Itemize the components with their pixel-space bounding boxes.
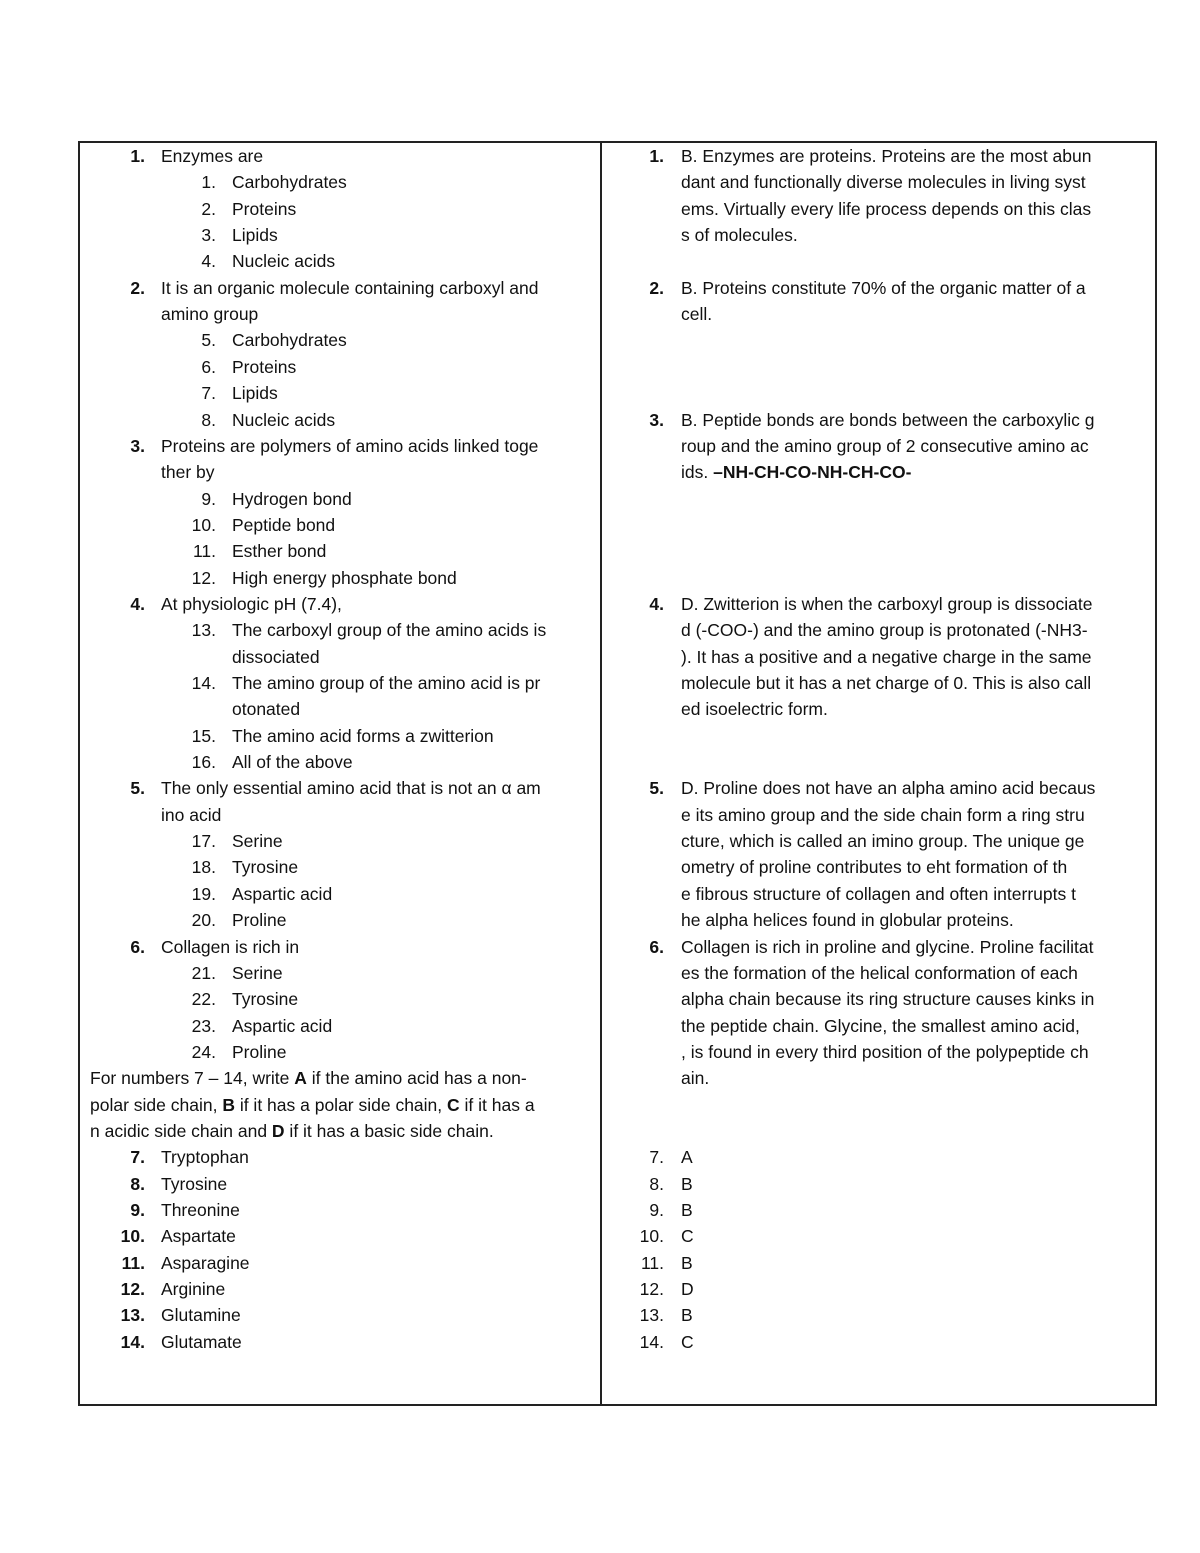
answer-number: 3.	[649, 409, 664, 430]
option-text: Proteins	[232, 356, 297, 377]
option-text: The amino group of the amino acid is pr	[232, 673, 541, 693]
instruction-line	[90, 1118, 494, 1144]
question-text: amino group	[161, 304, 259, 325]
option-number: 23.	[191, 1015, 216, 1036]
option-number: 8.	[201, 409, 216, 430]
option-number: 6.	[201, 356, 216, 377]
key-answer: C	[681, 1226, 694, 1247]
answer-text: molecule but it has a net charge of 0. This is also call	[681, 673, 1092, 693]
option-number: 11.	[192, 541, 216, 562]
option-number: 2.	[201, 198, 216, 219]
option-text: Serine	[232, 831, 283, 852]
option-number: 10.	[191, 514, 216, 535]
option-number: 19.	[191, 883, 216, 904]
answer-text: alpha chain because its ring structure causes kinks in	[681, 989, 1095, 1010]
item-number: 12.	[120, 1279, 145, 1300]
item-text: Glutamine	[161, 1305, 241, 1326]
item-number: 9.	[130, 1200, 145, 1220]
option-text: Esther bond	[232, 541, 327, 562]
instruction-text: polar side chain,	[90, 1094, 223, 1115]
option-text: Lipids	[232, 383, 278, 404]
option-number: 17.	[191, 831, 216, 852]
answer-text: D. Zwitterion is when the carboxyl group is dissociate	[681, 593, 1093, 614]
option-number: 20.	[191, 910, 216, 931]
option-text: Serine	[232, 962, 283, 983]
option-text: Aspartic acid	[232, 1015, 333, 1036]
key-answer: B	[681, 1305, 693, 1326]
key-number: 8.	[649, 1173, 664, 1194]
question-number: 4.	[130, 593, 145, 614]
option-text: High energy phosphate bond	[232, 567, 457, 588]
answer-text: B. Enzymes are proteins. Proteins are the most abun	[681, 146, 1092, 166]
option-number: 9.	[201, 488, 216, 509]
answer-number: 5.	[649, 778, 664, 799]
instruction-letter: A	[294, 1068, 307, 1089]
item-text: Tryptophan	[161, 1147, 249, 1168]
option-number: 13.	[191, 620, 216, 641]
instruction-line	[90, 1092, 535, 1118]
key-answer: B	[681, 1200, 693, 1220]
question-text: Proteins are polymers of amino acids linked toge	[161, 435, 539, 456]
question-text: ino acid	[161, 804, 222, 825]
answer-text: ometry of proline contributes to eht formation of th	[681, 857, 1068, 878]
option-text: Carbohydrates	[232, 330, 347, 351]
key-number: 7.	[649, 1147, 664, 1168]
item-text: Glutamate	[161, 1331, 242, 1352]
answer-text: ain.	[681, 1068, 710, 1089]
option-text: Hydrogen bond	[232, 488, 352, 509]
instruction-letter: C	[447, 1094, 460, 1115]
answer-text: ). It has a positive and a negative charge in the same	[681, 646, 1092, 667]
answer-number: 4.	[649, 593, 664, 614]
option-number: 14.	[191, 673, 216, 693]
item-text: Threonine	[161, 1200, 240, 1220]
option-number: 21.	[191, 962, 216, 983]
item-number: 8.	[130, 1173, 145, 1194]
option-text: Aspartic acid	[232, 883, 333, 904]
key-answer: C	[681, 1331, 694, 1352]
item-number: 13.	[120, 1305, 145, 1326]
option-number: 24.	[191, 1041, 216, 1062]
answer-text: ids.	[681, 462, 714, 483]
peptide-formula: –NH-CH-CO-NH-CH-CO-	[713, 462, 912, 483]
question-number: 5.	[130, 778, 145, 799]
key-number: 12.	[639, 1279, 664, 1300]
question-text: Collagen is rich in	[161, 936, 300, 957]
option-text: Lipids	[232, 225, 278, 246]
key-answer: A	[681, 1147, 693, 1168]
answer-text: d (-COO-) and the amino group is protonated (-NH3-	[681, 620, 1088, 641]
answer-text: cture, which is called an imino group. The unique ge	[681, 831, 1085, 852]
instruction-letter: D	[271, 1120, 285, 1141]
answer-text: roup and the amino group of 2 consecutive amino ac	[681, 435, 1089, 456]
option-number: 1.	[201, 172, 216, 193]
question-text: It is an organic molecule containing carboxyl and	[161, 277, 539, 298]
answer-text: ems. Virtually every life process depends on this clas	[681, 198, 1092, 219]
answer-text: e fibrous structure of collagen and often interrupts t	[681, 883, 1076, 904]
answer-text: D. Proline does not have an alpha amino acid becaus	[681, 778, 1096, 799]
answer-number: 2.	[649, 277, 664, 298]
question-text: At physiologic pH (7.4),	[161, 593, 342, 614]
question-number: 1.	[130, 146, 145, 166]
answer-text: dant and functionally diverse molecules in living syst	[681, 172, 1086, 193]
option-text: The carboxyl group of the amino acids is	[232, 620, 547, 641]
instruction-text: For numbers 7 – 14, write	[90, 1068, 295, 1089]
item-text: Aspartate	[161, 1226, 236, 1247]
option-text: The amino acid forms a zwitterion	[232, 725, 494, 746]
option-number: 5.	[201, 330, 216, 351]
key-answer: B	[681, 1173, 693, 1194]
item-text: Tyrosine	[161, 1173, 228, 1194]
key-answer: D	[681, 1279, 694, 1300]
option-text: otonated	[232, 699, 301, 720]
item-number: 10.	[120, 1226, 145, 1247]
key-number: 10.	[639, 1226, 664, 1247]
item-text: Arginine	[161, 1279, 226, 1300]
answer-text: Collagen is rich in proline and glycine. Proline facilitat	[681, 936, 1094, 957]
option-number: 12.	[191, 567, 216, 588]
option-text: Proteins	[232, 198, 297, 219]
option-text: Proline	[232, 1041, 287, 1062]
option-number: 18.	[191, 857, 216, 878]
instruction-text: n acidic side chain and	[90, 1120, 272, 1141]
key-number: 9.	[649, 1200, 664, 1220]
option-text: Nucleic acids	[232, 251, 336, 272]
option-text: Nucleic acids	[232, 409, 336, 430]
question-number: 6.	[130, 936, 145, 957]
question-number: 3.	[130, 435, 145, 456]
question-number: 2.	[130, 277, 145, 298]
option-number: 15.	[191, 725, 216, 746]
instruction-letter: B	[222, 1094, 235, 1115]
item-text: Asparagine	[161, 1252, 250, 1273]
key-number: 14.	[639, 1331, 664, 1352]
answer-text: cell.	[681, 304, 713, 325]
answer-text: ed isoelectric form.	[681, 699, 828, 720]
answer-text: B. Proteins constitute 70% of the organic matter of a	[681, 277, 1086, 298]
instruction-text: if the amino acid has a non-	[306, 1068, 527, 1089]
item-number: 14.	[120, 1331, 145, 1352]
column-divider	[600, 141, 602, 1406]
answer-text: e its amino group and the side chain form a ring stru	[681, 804, 1085, 825]
question-text: The only essential amino acid that is not an α am	[161, 778, 541, 799]
question-text: ther by	[161, 462, 215, 483]
key-number: 13.	[639, 1305, 664, 1326]
answer-text: B. Peptide bonds are bonds between the carboxylic g	[681, 409, 1095, 430]
option-text: Proline	[232, 910, 287, 931]
key-answer: B	[681, 1252, 693, 1273]
option-text: Carbohydrates	[232, 172, 347, 193]
option-number: 3.	[201, 225, 216, 246]
item-number: 11.	[121, 1252, 145, 1273]
answer-number: 6.	[649, 936, 664, 957]
option-text: Tyrosine	[232, 989, 299, 1010]
answer-number: 1.	[649, 146, 664, 166]
answer-text: es the formation of the helical conformation of each	[681, 962, 1078, 983]
option-text: dissociated	[232, 646, 320, 667]
answer-text: s of molecules.	[681, 225, 798, 246]
option-number: 4.	[201, 251, 216, 272]
item-number: 7.	[130, 1147, 145, 1168]
option-text: Peptide bond	[232, 514, 336, 535]
instruction-text: if it has a	[459, 1094, 535, 1115]
answer-text	[681, 459, 911, 485]
answer-text: , is found in every third position of the polypeptide ch	[681, 1041, 1089, 1062]
question-text: Enzymes are	[161, 146, 264, 166]
instruction-text: if it has a basic side chain.	[284, 1120, 494, 1141]
instruction-text: if it has a polar side chain,	[234, 1094, 448, 1115]
option-text: Tyrosine	[232, 857, 299, 878]
instruction-line	[90, 1065, 527, 1091]
answer-text: he alpha helices found in globular proteins.	[681, 910, 1014, 931]
option-text: All of the above	[232, 752, 353, 773]
answer-text: the peptide chain. Glycine, the smallest amino acid,	[681, 1015, 1080, 1036]
option-number: 7.	[201, 383, 216, 404]
option-number: 22.	[191, 989, 216, 1010]
key-number: 11.	[640, 1252, 664, 1273]
option-number: 16.	[191, 752, 216, 773]
